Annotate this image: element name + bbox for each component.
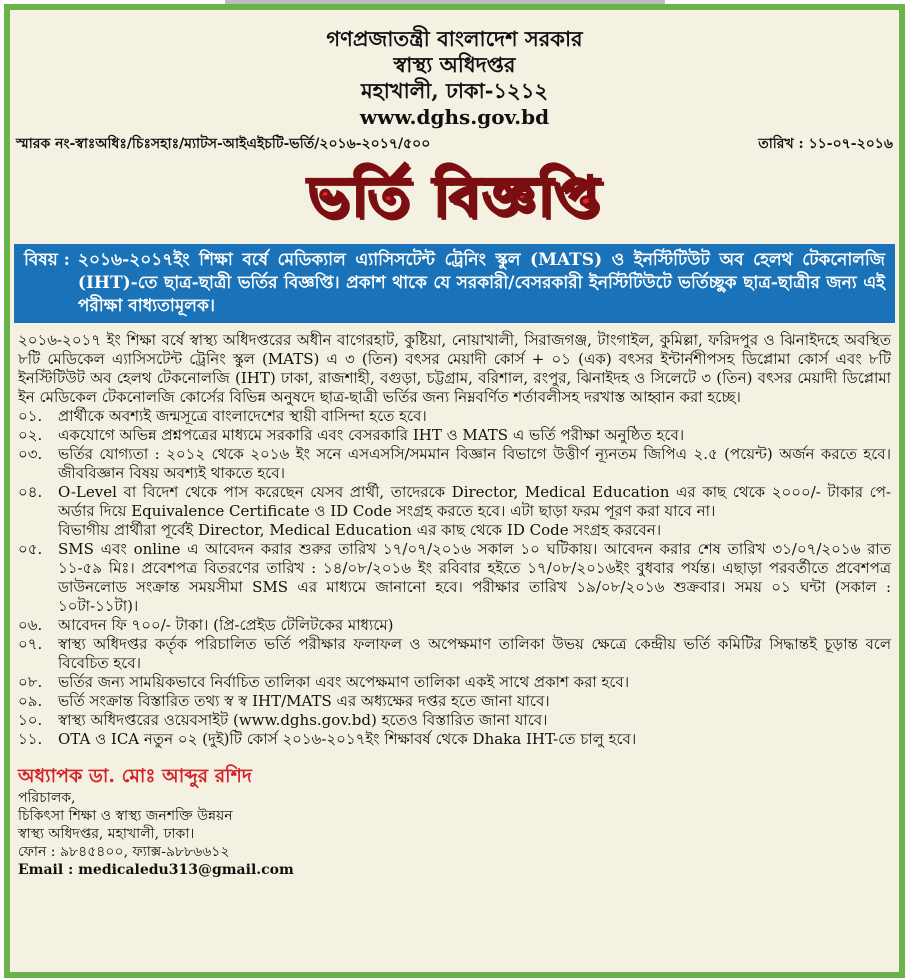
item-text: ভর্তির জন্য সাময়িকভাবে নির্বাচিত তালিকা এবং অপেক্ষমাণ তালিকা একই সাথে প্রকাশ করা হবে। <box>58 673 630 691</box>
notice-body <box>10 323 899 749</box>
item-number: ০৮. <box>18 673 43 691</box>
item-text: স্বাস্থ্য অধিদপ্তর কর্তৃক পরিচালিত ভর্তি পরীক্ষার ফলাফল ও অপেক্ষমাণ তালিকা উভয় ক্ষেত্রে কেন্দ্রীয় ভর্তি কমিটির সিদ্ধান্তই চূড়ান্ত বলে বিবেচিত হবে। <box>58 635 891 672</box>
list-item <box>18 730 891 749</box>
item-text: আবেদন ফি ৭০০/- টাকা। (প্রি-প্রেইড টেলিটকের মাধ্যমে) <box>58 616 394 634</box>
signatory-email: Email : medicaledu313@gmail.com <box>18 862 294 878</box>
notice-title: ভর্তি বিজ্ঞপ্তি <box>307 164 602 230</box>
item-text: স্বাস্থ্য অধিদপ্তরের ওয়েবসাইট (www.dghs.gov.bd) হতেও বিস্তারিত জানা যাবে। <box>58 711 548 729</box>
header-address: মহাখালী, ঢাকা-১২১২ <box>361 78 548 103</box>
memo-reference: স্মারক নং-স্বাঃঅধিঃ/চিঃসহাঃ/ম্যাটস-আইএইচটি-ভর্তি/২০১৬-২০১৭/৫০০ <box>16 136 431 152</box>
list-item <box>18 692 891 711</box>
item-text: একযোগে অভিন্ন প্রশ্নপত্রের মাধ্যমে সরকারি এবং বেসরকারি IHT ও MATS এ ভর্তি পরীক্ষা অনুষ্ঠিত হবে। <box>58 426 685 444</box>
item-text <box>58 483 891 540</box>
signatory-office: স্বাস্থ্য অধিদপ্তর, মহাখালী, ঢাকা। <box>18 826 195 842</box>
signatory-department: চিকিৎসা শিক্ষা ও স্বাস্থ্য জনশক্তি উন্নয়ন <box>18 808 233 824</box>
item-number: ১০. <box>18 711 43 729</box>
list-item <box>18 673 891 692</box>
item-text: SMS এবং online এ আবেদন করার শুরুর তারিখ ১৭/০৭/২০১৬ সকাল ১০ ঘটিকায়। আবেদন করার শেষ তারিখ ৩১/০৭/২০১৬ রাত ১১-৫৯ মিঃ। প্রবেশপত্র বিতরণের তারিখ : ১৪/০৮/২০১৬ ইং রবিবার হইতে ১৭/০৮/২০১৬ইং বুধবার পর্যন্ত। এছাড়া পরবর্তীতে প্রবেশপত্র ডাউনলোড সংক্রান্ত সময়সীমা SMS এর মাধ্যমে জানানো হবে। পরীক্ষার তারিখ ১৯/০৮/২০১৬ শুক্রবার। সময় ০১ ঘন্টা (সকাল : ১০টা-১১টা)। <box>58 540 891 615</box>
memo-line <box>10 132 899 156</box>
item-number: ০৬. <box>18 616 43 634</box>
item-number: ০৩. <box>18 445 43 463</box>
memo-date: তারিখ : ১১-০৭-২০১৬ <box>758 136 893 152</box>
signature-block <box>10 763 899 879</box>
item-text: প্রার্থীকে অবশ্যই জন্মসূত্রে বাংলাদেশের স্থায়ী বাসিন্দা হতে হবে। <box>58 407 427 425</box>
title-wrap <box>10 164 899 234</box>
signatory-name: অধ্যাপক ডা. মোঃ আব্দুর রশিদ <box>18 765 252 787</box>
item-text: ভর্তি সংক্রান্ত বিস্তারিত তথ্য স্ব স্ব IHT/MATS এর অধ্যক্ষের দপ্তর হতে জানা যাবে। <box>58 692 550 710</box>
list-item <box>18 635 891 673</box>
header-government: গণপ্রজাতন্ত্রী বাংলাদেশ সরকার <box>326 26 583 51</box>
list-item <box>18 540 891 616</box>
item-number: ০৯. <box>18 692 43 710</box>
notice-header <box>10 26 899 130</box>
signatory-designation: পরিচালক, <box>18 790 76 806</box>
list-item <box>18 616 891 635</box>
subject-text: ২০১৬-২০১৭ইং শিক্ষা বর্ষে মেডিক্যাল এ্যাসিসটেন্ট ট্রেনিং স্কুল (MATS) ও ইনস্টিটিউট অব হেলথ টেকনোলজি (IHT)-তে ছাত্র-ছাত্রী ভর্তির বিজ্ঞপ্তি। প্রকাশ থাকে যে সরকারী/বেসরকারী ইনস্টিটিউটে ভর্তিচ্ছুক ছাত্র-ছাত্রীর জন্য এই পরীক্ষা বাধ্যতামূলক। <box>77 250 885 316</box>
list-item <box>18 426 891 445</box>
header-website: www.dghs.gov.bd <box>359 105 550 129</box>
item-text: ভর্তির যোগ্যতা : ২০১২ থেকে ২০১৬ ইং সনে এসএসসি/সমমান বিজ্ঞান বিভাগে উত্তীর্ণ ন্যূনতম জিপিএ ২.৫ (পয়েন্ট) অর্জন করতে হবে। জীববিজ্ঞান বিষয় অবশ্যই থাকতে হবে। <box>58 445 891 482</box>
item-number: ০২. <box>18 426 43 444</box>
list-item <box>18 711 891 730</box>
list-item <box>18 445 891 483</box>
header-department: স্বাস্থ্য অধিদপ্তর <box>393 52 516 77</box>
list-item <box>18 407 891 426</box>
item-number: ১১. <box>18 730 43 748</box>
item-number: ০৭. <box>18 635 43 653</box>
signatory-phone: ফোন : ৯৮৪৫৪০০, ফ্যাক্স-৯৮৮৬৬১২ <box>18 844 230 860</box>
item-number: ০৪. <box>18 483 43 501</box>
intro-paragraph: ২০১৬-২০১৭ ইং শিক্ষা বর্ষে স্বাস্থ্য অধিদপ্তরের অধীন বাগেরহাট, কুষ্টিয়া, নোয়াখালী, সিরাজগঞ্জ, টাংগাইল, কুমিল্লা, ফরিদপুর ও ঝিনাইদহে অবস্থিত ৮টি মেডিকেল এ্যাসিসটেন্ট ট্রেনিং স্কুল (MATS) এ ৩ (তিন) বৎসর মেয়াদী কোর্স + ০১ (এক) বৎসর ইন্টার্নশীপসহ ডিপ্লোমা কোর্স এবং ৮টি ইনস্টিটিউট অব হেলথ টেকনোলজি (IHT) ঢাকা, রাজশাহী, বগুড়া, চট্টগ্রাম, বরিশাল, রংপুর, ঝিনাইদহ ও সিলেটে ৩ (তিন) বৎসর মেয়াদী ডিপ্লোমা ইন মেডিকেল টেকনোলজি কোর্সের বিভিন্ন অনুষদে ছাত্র-ছাত্রী ভর্তির জন্য নিম্নবর্ণিত শর্তাবলীসহ দরখাস্ত আহ্বান করা হচ্ছে। <box>18 331 891 406</box>
subject-label: বিষয় : <box>24 250 70 270</box>
item-number: ০১. <box>18 407 43 425</box>
item-number: ০৫. <box>18 540 43 558</box>
item-text-extra: বিভাগীয় প্রার্থীরা পূর্বেই Director, Medical Education এর কাছ থেকে ID Code সংগ্রহ করবেন। <box>58 521 662 539</box>
item-text-main: O-Level বা বিদেশ থেকে পাস করেছেন যেসব প্রার্থী, তাদেরকে Director, Medical Education এর কাছ থেকে ২০০০/- টাকার পে-অর্ডার দিয়ে Equivalence Certificate ও ID Code সংগ্রহ করতে হবে। এটা ছাড়া ফরম পূরণ করা যাবে না। <box>58 483 891 520</box>
list-item <box>18 483 891 540</box>
notice-sheet <box>4 4 905 978</box>
subject-box <box>14 244 895 323</box>
item-text: OTA ও ICA নতুন ০২ (দুই)টি কোর্স ২০১৬-২০১৭ইং শিক্ষাবর্ষ থেকে Dhaka IHT-তে চালু হবে। <box>58 730 637 748</box>
